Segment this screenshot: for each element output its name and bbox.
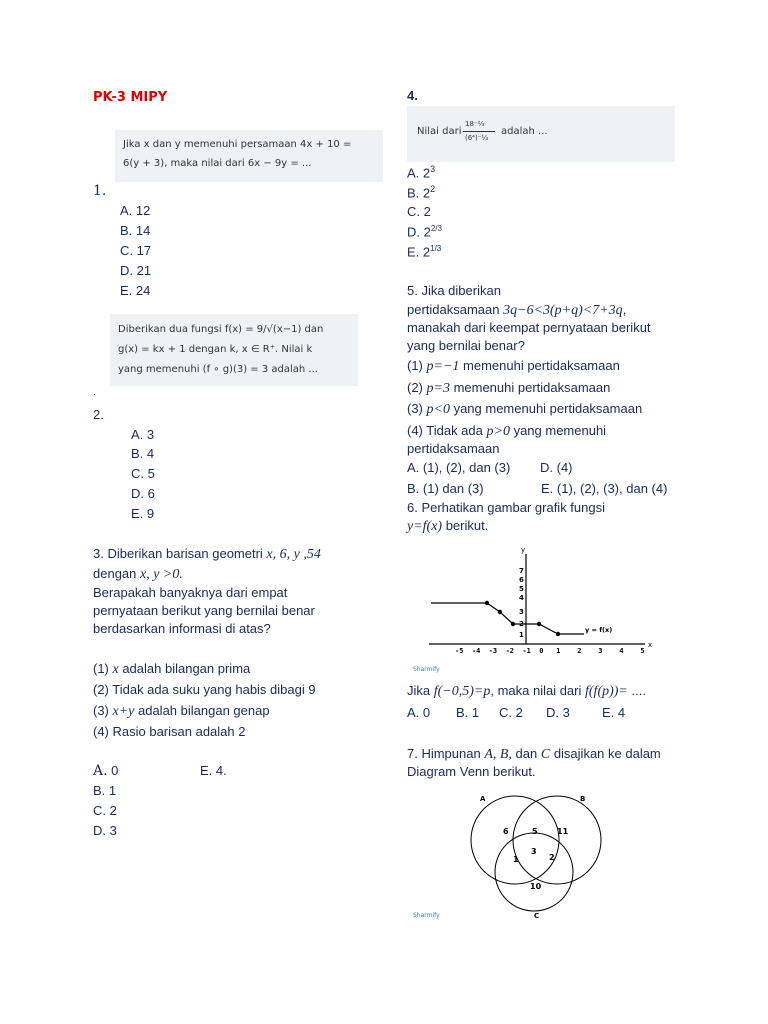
- question-5-line-2-comma: ,: [622, 302, 627, 317]
- question-6-question-mid: , maka nilai dari: [490, 683, 585, 698]
- question-4-option-c-base: C. 2: [407, 204, 431, 219]
- question-4-option-c[interactable]: [407, 204, 431, 219]
- question-3-statement-4: (4) Rasio barisan adalah 2: [93, 724, 246, 739]
- question-3-option-a-value: 0: [107, 763, 119, 778]
- question-5-statement-2-prefix: (2): [407, 380, 427, 395]
- question-3-line-2-math: x, y >0.: [140, 567, 183, 582]
- question-4-number: 4.: [407, 88, 418, 103]
- question-3-option-a-letter: A.: [93, 763, 108, 779]
- question-3-line-4: pernyataan berikut yang bernilai benar: [93, 603, 315, 618]
- question-2-image: [110, 314, 358, 386]
- question-3-option-d[interactable]: D. 3: [93, 823, 117, 838]
- question-4-option-e[interactable]: [407, 244, 441, 259]
- y-tick-6: 6: [519, 576, 524, 584]
- curve-point: [485, 601, 489, 605]
- question-3-statement-2: (2) Tidak ada suku yang habis dibagi 9: [93, 682, 316, 697]
- question-1-image: [115, 130, 383, 182]
- venn-watermark: Sharmify: [413, 912, 440, 919]
- question-4-option-b-exponent: 2: [430, 184, 436, 194]
- question-1-image-line-1: Jika x dan y memenuhi persamaan 4x + 10 =: [123, 139, 352, 150]
- question-1-option-d[interactable]: D. 21: [120, 263, 152, 278]
- question-6-question-post: ....: [627, 683, 646, 698]
- question-4-option-a[interactable]: [407, 164, 435, 180]
- question-3-option-c[interactable]: C. 2: [93, 803, 117, 818]
- question-5-line-3: manakah dari keempat pernyataan berikut: [407, 320, 651, 335]
- question-5-line-4: yang bernilai benar?: [407, 338, 525, 353]
- question-4-image: [407, 106, 675, 162]
- question-5-option-d[interactable]: D. (4): [540, 460, 573, 475]
- question-3-line-2: [93, 566, 183, 583]
- question-4-fraction-denominator: (6⁴)⁻⅓: [465, 134, 489, 142]
- venn-region-b-only: 11: [557, 827, 569, 836]
- question-3-option-a[interactable]: [93, 763, 118, 779]
- venn-diagram-svg: [407, 785, 675, 925]
- question-6-option-b[interactable]: B. 1: [456, 705, 480, 720]
- question-5-statement-1: [407, 358, 620, 375]
- x-ticks: -5 -4 -3 -2 -1 0 1 2 3 4 5: [455, 647, 645, 655]
- question-6-function-label: y=f(x): [407, 519, 443, 534]
- question-2-option-d[interactable]: D. 6: [131, 486, 155, 501]
- question-1-option-a[interactable]: A. 12: [120, 203, 151, 218]
- question-4-image-text-pre: Nilai dari: [417, 126, 462, 137]
- stray-dot: .: [93, 387, 96, 398]
- question-5-inequality: 3q−6<3(p+q)<7+3q: [503, 303, 623, 318]
- question-3-statement-3-math: x+y: [112, 704, 135, 719]
- question-6-question-math-1: f(−0,5)=p: [433, 684, 491, 699]
- question-6-question-math-2: f(f(p))=: [585, 684, 628, 699]
- question-5-statement-4-math: p>0: [486, 424, 510, 439]
- question-4-option-d-exponent: 2/3: [430, 224, 442, 233]
- question-6-line-2-text: berikut.: [442, 518, 489, 533]
- question-5-statement-1-math: p=−1: [426, 359, 460, 374]
- question-7-set-c: C: [540, 747, 551, 762]
- question-2-option-e[interactable]: E. 9: [131, 506, 155, 521]
- y-tick-3: 3: [519, 608, 524, 616]
- question-4-fraction-numerator: 18⁻⅔: [465, 120, 485, 128]
- question-5-statement-4-line-2: pertidaksamaan: [407, 441, 500, 456]
- question-4-image-text-post: adalah ...: [501, 126, 548, 137]
- question-2-number: 2.: [93, 407, 104, 422]
- question-7-line-1-post: disajikan ke dalam: [550, 746, 661, 761]
- function-graph-svg: [407, 540, 675, 678]
- question-1-option-b[interactable]: B. 14: [120, 223, 151, 238]
- x-axis-label: x: [648, 641, 653, 649]
- question-7-sets-ab: A, B,: [484, 747, 512, 762]
- y-tick-7: 7: [519, 567, 524, 575]
- curve-point: [556, 632, 560, 636]
- question-5-line-2-text: pertidaksamaan: [407, 302, 504, 317]
- y-tick-5: 5: [519, 585, 524, 593]
- question-5-line-1: 5. Jika diberikan: [407, 283, 501, 298]
- question-3-option-b[interactable]: B. 1: [93, 783, 117, 798]
- question-5-option-e[interactable]: E. (1), (2), (3), dan (4): [541, 481, 668, 496]
- graph-watermark: Sharmify: [413, 666, 440, 673]
- y-tick-4: 4: [519, 594, 524, 602]
- question-3-statement-3-prefix: (3): [93, 703, 113, 718]
- venn-diagram: [407, 785, 675, 925]
- venn-label-b: B: [580, 795, 586, 803]
- curve-point: [537, 622, 541, 626]
- venn-region-ac: 1: [513, 855, 519, 864]
- question-1-option-c[interactable]: C. 17: [120, 243, 152, 258]
- question-4-option-e-exponent: 1/3: [430, 244, 442, 253]
- question-5-statement-1-prefix: (1): [407, 358, 427, 373]
- venn-circle-c: [495, 833, 573, 911]
- question-5-statement-4-prefix: (4) Tidak ada: [407, 423, 487, 438]
- question-1-option-e[interactable]: E. 24: [120, 283, 151, 298]
- question-3-statement-1-prefix: (1): [93, 661, 113, 676]
- question-5-option-b[interactable]: B. (1) dan (3): [407, 481, 484, 496]
- y-axis-label: y: [521, 546, 526, 554]
- page-title: PK-3 MIPY: [93, 90, 168, 105]
- question-3-statement-3: [93, 703, 270, 720]
- curve-point: [498, 610, 502, 614]
- venn-label-c: C: [534, 912, 540, 920]
- question-3-statement-1-math: x: [112, 662, 119, 677]
- question-4-option-b[interactable]: [407, 184, 435, 200]
- question-4-option-a-base: A. 2: [407, 165, 431, 181]
- question-6-option-c[interactable]: C. 2: [499, 705, 523, 720]
- venn-region-bc: 2: [549, 853, 555, 862]
- question-3-option-e[interactable]: E. 4.: [200, 763, 227, 778]
- venn-region-c-only: 10: [530, 882, 542, 891]
- venn-region-abc: 3: [531, 847, 537, 856]
- question-5-statement-4-text: yang memenuhi: [509, 423, 607, 438]
- question-5-statement-2-math: p=3: [426, 381, 450, 396]
- question-3-statement-1: [93, 661, 250, 678]
- question-5-statement-3-prefix: (3): [407, 401, 427, 416]
- question-3-statement-3-text: adalah bilangan genap: [134, 703, 270, 718]
- question-6-option-a[interactable]: A. 0: [407, 705, 431, 720]
- question-4-option-b-base: B. 2: [407, 185, 431, 201]
- question-2-option-a[interactable]: A. 3: [131, 427, 155, 442]
- venn-region-ab: 5: [532, 827, 538, 836]
- question-2-image-line-2: g(x) = kx + 1 dengan k, x ∈ R⁺. Nilai k: [118, 344, 313, 355]
- question-3-line-1-text: 3. Diberikan barisan geometri: [93, 546, 267, 561]
- question-6-question: [407, 683, 646, 700]
- question-4-option-e-base: E. 2: [407, 244, 431, 260]
- question-1-number: 1.: [93, 183, 107, 199]
- question-3-line-3: Berapakah banyaknya dari empat: [93, 585, 288, 600]
- venn-circle-a: [471, 796, 559, 884]
- venn-region-a-only: 6: [503, 827, 509, 836]
- y-tick-2: 2: [519, 620, 524, 628]
- question-5-statement-4: [407, 423, 606, 440]
- question-5-statement-3-text: yang memenuhi pertidaksamaan: [449, 401, 643, 416]
- question-7-line-1-pre: 7. Himpunan: [407, 746, 485, 761]
- question-5-statement-3-math: p<0: [426, 402, 450, 417]
- question-4-fraction-bar: [463, 131, 495, 132]
- function-graph: [407, 540, 675, 678]
- question-4-option-d-base: D. 2: [407, 224, 431, 240]
- question-5-option-a[interactable]: A. (1), (2), dan (3): [407, 460, 511, 475]
- question-3-line-2-text: dengan: [93, 566, 140, 581]
- question-3-line-1: [93, 546, 321, 563]
- question-6-line-1: 6. Perhatikan gambar grafik fungsi: [407, 500, 605, 515]
- question-4-option-d[interactable]: [407, 224, 442, 239]
- question-7-line-1: [407, 746, 661, 763]
- question-7-line-2: Diagram Venn berikut.: [407, 764, 536, 779]
- question-7-line-1-mid: dan: [511, 746, 541, 761]
- question-3-line-5: berdasarkan informasi di atas?: [93, 621, 271, 636]
- question-5-line-2: [407, 302, 626, 319]
- question-5-statement-2-text: memenuhi pertidaksamaan: [449, 380, 611, 395]
- question-2-option-b[interactable]: B. 4: [131, 446, 155, 461]
- question-1-image-line-2: 6(y + 3), maka nilai dari 6x − 9y = ...: [123, 158, 312, 169]
- question-2-option-c[interactable]: C. 5: [131, 466, 155, 481]
- question-6-line-2: [407, 518, 488, 535]
- question-5-statement-1-text: memenuhi pertidaksamaan: [459, 358, 620, 373]
- question-2-image-line-1: Diberikan dua fungsi f(x) = 9/√(x−1) dan: [118, 324, 324, 335]
- question-5-statement-2: [407, 380, 610, 397]
- question-6-option-e[interactable]: E. 4: [602, 705, 626, 720]
- function-label: y = f(x): [585, 626, 613, 634]
- question-6-question-pre: Jika: [407, 683, 434, 698]
- function-curve: [431, 603, 584, 634]
- question-4-option-a-exponent: 3: [430, 164, 436, 174]
- question-3-statement-1-text: adalah bilangan prima: [118, 661, 251, 676]
- question-6-option-d[interactable]: D. 3: [546, 705, 570, 720]
- question-3-line-1-math: x, 6, y ,54: [266, 547, 321, 562]
- question-5-statement-3: [407, 401, 642, 418]
- venn-label-a: A: [480, 795, 486, 803]
- y-tick-1: 1: [519, 631, 524, 639]
- question-2-image-line-3: yang memenuhi (f ∘ g)(3) = 3 adalah ...: [118, 364, 318, 375]
- curve-point: [511, 622, 515, 626]
